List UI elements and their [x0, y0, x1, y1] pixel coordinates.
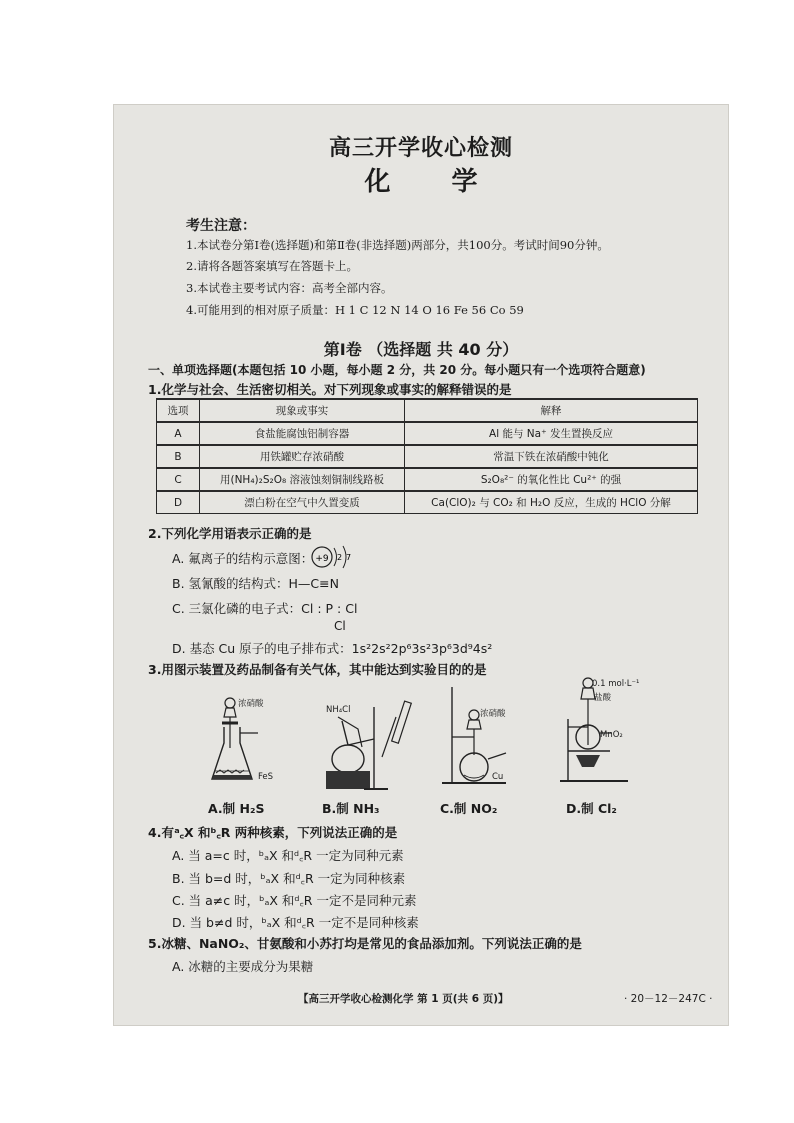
apparatus-c-diagram	[436, 683, 536, 793]
table-cell: 用(NH₄)₂S₂O₈ 溶液蚀刻铜制线路板	[200, 468, 405, 491]
notice-item: 4.可能用到的相对原子质量：H 1 C 12 N 14 O 16 Fe 56 Co 59	[186, 303, 524, 317]
question-4-option-a: A. 当 a=c 时，ᵇₐX 和ᵈ꜀R 一定为同种元素	[172, 848, 404, 863]
question-2-stem: 2.下列化学用语表示正确的是	[148, 526, 312, 541]
exam-title: 高三开学收心检测	[328, 136, 513, 161]
notice-item: 1.本试卷分第Ⅰ卷(选择题)和第Ⅱ卷(非选择题)两部分，共100分。考试时间90分钟。	[186, 238, 609, 252]
reagent-label: FeS	[258, 772, 274, 782]
table-cell: 用铁罐贮存浓硝酸	[200, 445, 405, 468]
notice-heading: 考生注意：	[186, 218, 256, 234]
apparatus-a-label: A.制 H₂S	[208, 801, 265, 816]
notice-item: 3.本试卷主要考试内容：高考全部内容。	[186, 281, 393, 295]
table-row	[157, 468, 698, 491]
table-row	[157, 491, 698, 514]
table-row	[157, 422, 698, 445]
table-header: 选项	[157, 399, 200, 422]
table-cell: D	[157, 491, 200, 514]
table-header: 现象或事实	[200, 399, 405, 422]
reagent-label: MnO₂	[600, 730, 623, 740]
pcl3-bottom-cl: Cl	[334, 619, 346, 633]
apparatus-b-label: B.制 NH₃	[322, 801, 380, 816]
page-footer: 【高三开学收心检测化学 第 1 页(共 6 页)】	[298, 993, 509, 1005]
question-2-option-a: A. 氟离子的结构示意图：	[172, 551, 314, 566]
question-4-option-d: D. 当 b≠d 时，ᵇₐX 和ᵈ꜀R 一定不是同种核素	[172, 915, 419, 930]
apparatus-c-label: C.制 NO₂	[440, 801, 498, 816]
question-4-option-c: C. 当 a≠c 时，ᵇₐX 和ᵈ꜀R 一定不是同种元素	[172, 893, 417, 908]
page-code: · 20－12－247C ·	[624, 993, 713, 1005]
reagent-label: 浓硝酸	[238, 699, 264, 709]
reagent-label: Cu	[492, 772, 504, 782]
table-cell: 漂白粉在空气中久置变质	[200, 491, 405, 514]
question-2-option-c: C. 三氯化磷的电子式：Cl : P : Cl	[172, 601, 358, 616]
question-2-option-d: D. 基态 Cu 原子的电子排布式：1s²2s²2p⁶3s²3p⁶3d⁹4s²	[172, 641, 493, 656]
question-4-stem: 4.有ᵃ꜀X 和ᵇ꜀R 两种核素，下列说法正确的是	[148, 825, 398, 840]
reagent-label: 浓硝酸	[480, 709, 506, 719]
section-heading: 一、单项选择题(本题包括 10 小题，每小题 2 分，共 20 分。每小题只有一个选项符合题意)	[148, 363, 646, 377]
reagent-label: 盐酸	[594, 693, 612, 703]
table-cell: Al 能与 Na⁺ 发生置换反应	[405, 422, 698, 445]
apparatus-d-label: D.制 Cl₂	[566, 801, 617, 816]
exam-page	[113, 104, 729, 1026]
question-5-option-a: A. 冰糖的主要成分为果糖	[172, 959, 314, 974]
table-cell: B	[157, 445, 200, 468]
reagent-label: 0.1 mol·L⁻¹	[592, 679, 640, 689]
ion-shell-label: 2	[337, 553, 343, 562]
fluoride-ion-diagram	[310, 545, 370, 571]
table-cell: 常温下铁在浓硝酸中钝化	[405, 445, 698, 468]
question-3-stem: 3.用图示装置及药品制备有关气体，其中能达到实验目的的是	[148, 662, 487, 677]
notice-item: 2.请将各题答案填写在答题卡上。	[186, 259, 358, 273]
table-cell: A	[157, 422, 200, 445]
table-cell: Ca(ClO)₂ 与 CO₂ 和 H₂O 反应，生成的 HClO 分解	[405, 491, 698, 514]
question-1-stem: 1.化学与社会、生活密切相关。对下列现象或事实的解释错误的是	[148, 382, 512, 397]
subject-title: 化 学	[364, 167, 504, 197]
question-2-option-b: B. 氢氰酸的结构式：H—C≡N	[172, 576, 339, 591]
reagent-label: NH₄Cl	[326, 705, 351, 715]
part1-title: 第Ⅰ卷 （选择题 共 40 分）	[323, 340, 519, 359]
question-5-stem: 5.冰糖、NaNO₂、甘氨酸和小苏打均是常见的食品添加剂。下列说法正确的是	[148, 936, 582, 951]
ion-nucleus-label: +9	[315, 554, 329, 564]
question-1-table	[156, 398, 698, 514]
table-cell: C	[157, 468, 200, 491]
table-header: 解释	[405, 399, 698, 422]
ion-shell-label: 7	[346, 553, 352, 562]
table-cell: 食盐能腐蚀铝制容器	[200, 422, 405, 445]
question-4-option-b: B. 当 b=d 时，ᵇₐX 和ᵈ꜀R 一定为同种核素	[172, 871, 406, 886]
table-cell: S₂O₈²⁻ 的氧化性比 Cu²⁺ 的强	[405, 468, 698, 491]
table-row	[157, 445, 698, 468]
